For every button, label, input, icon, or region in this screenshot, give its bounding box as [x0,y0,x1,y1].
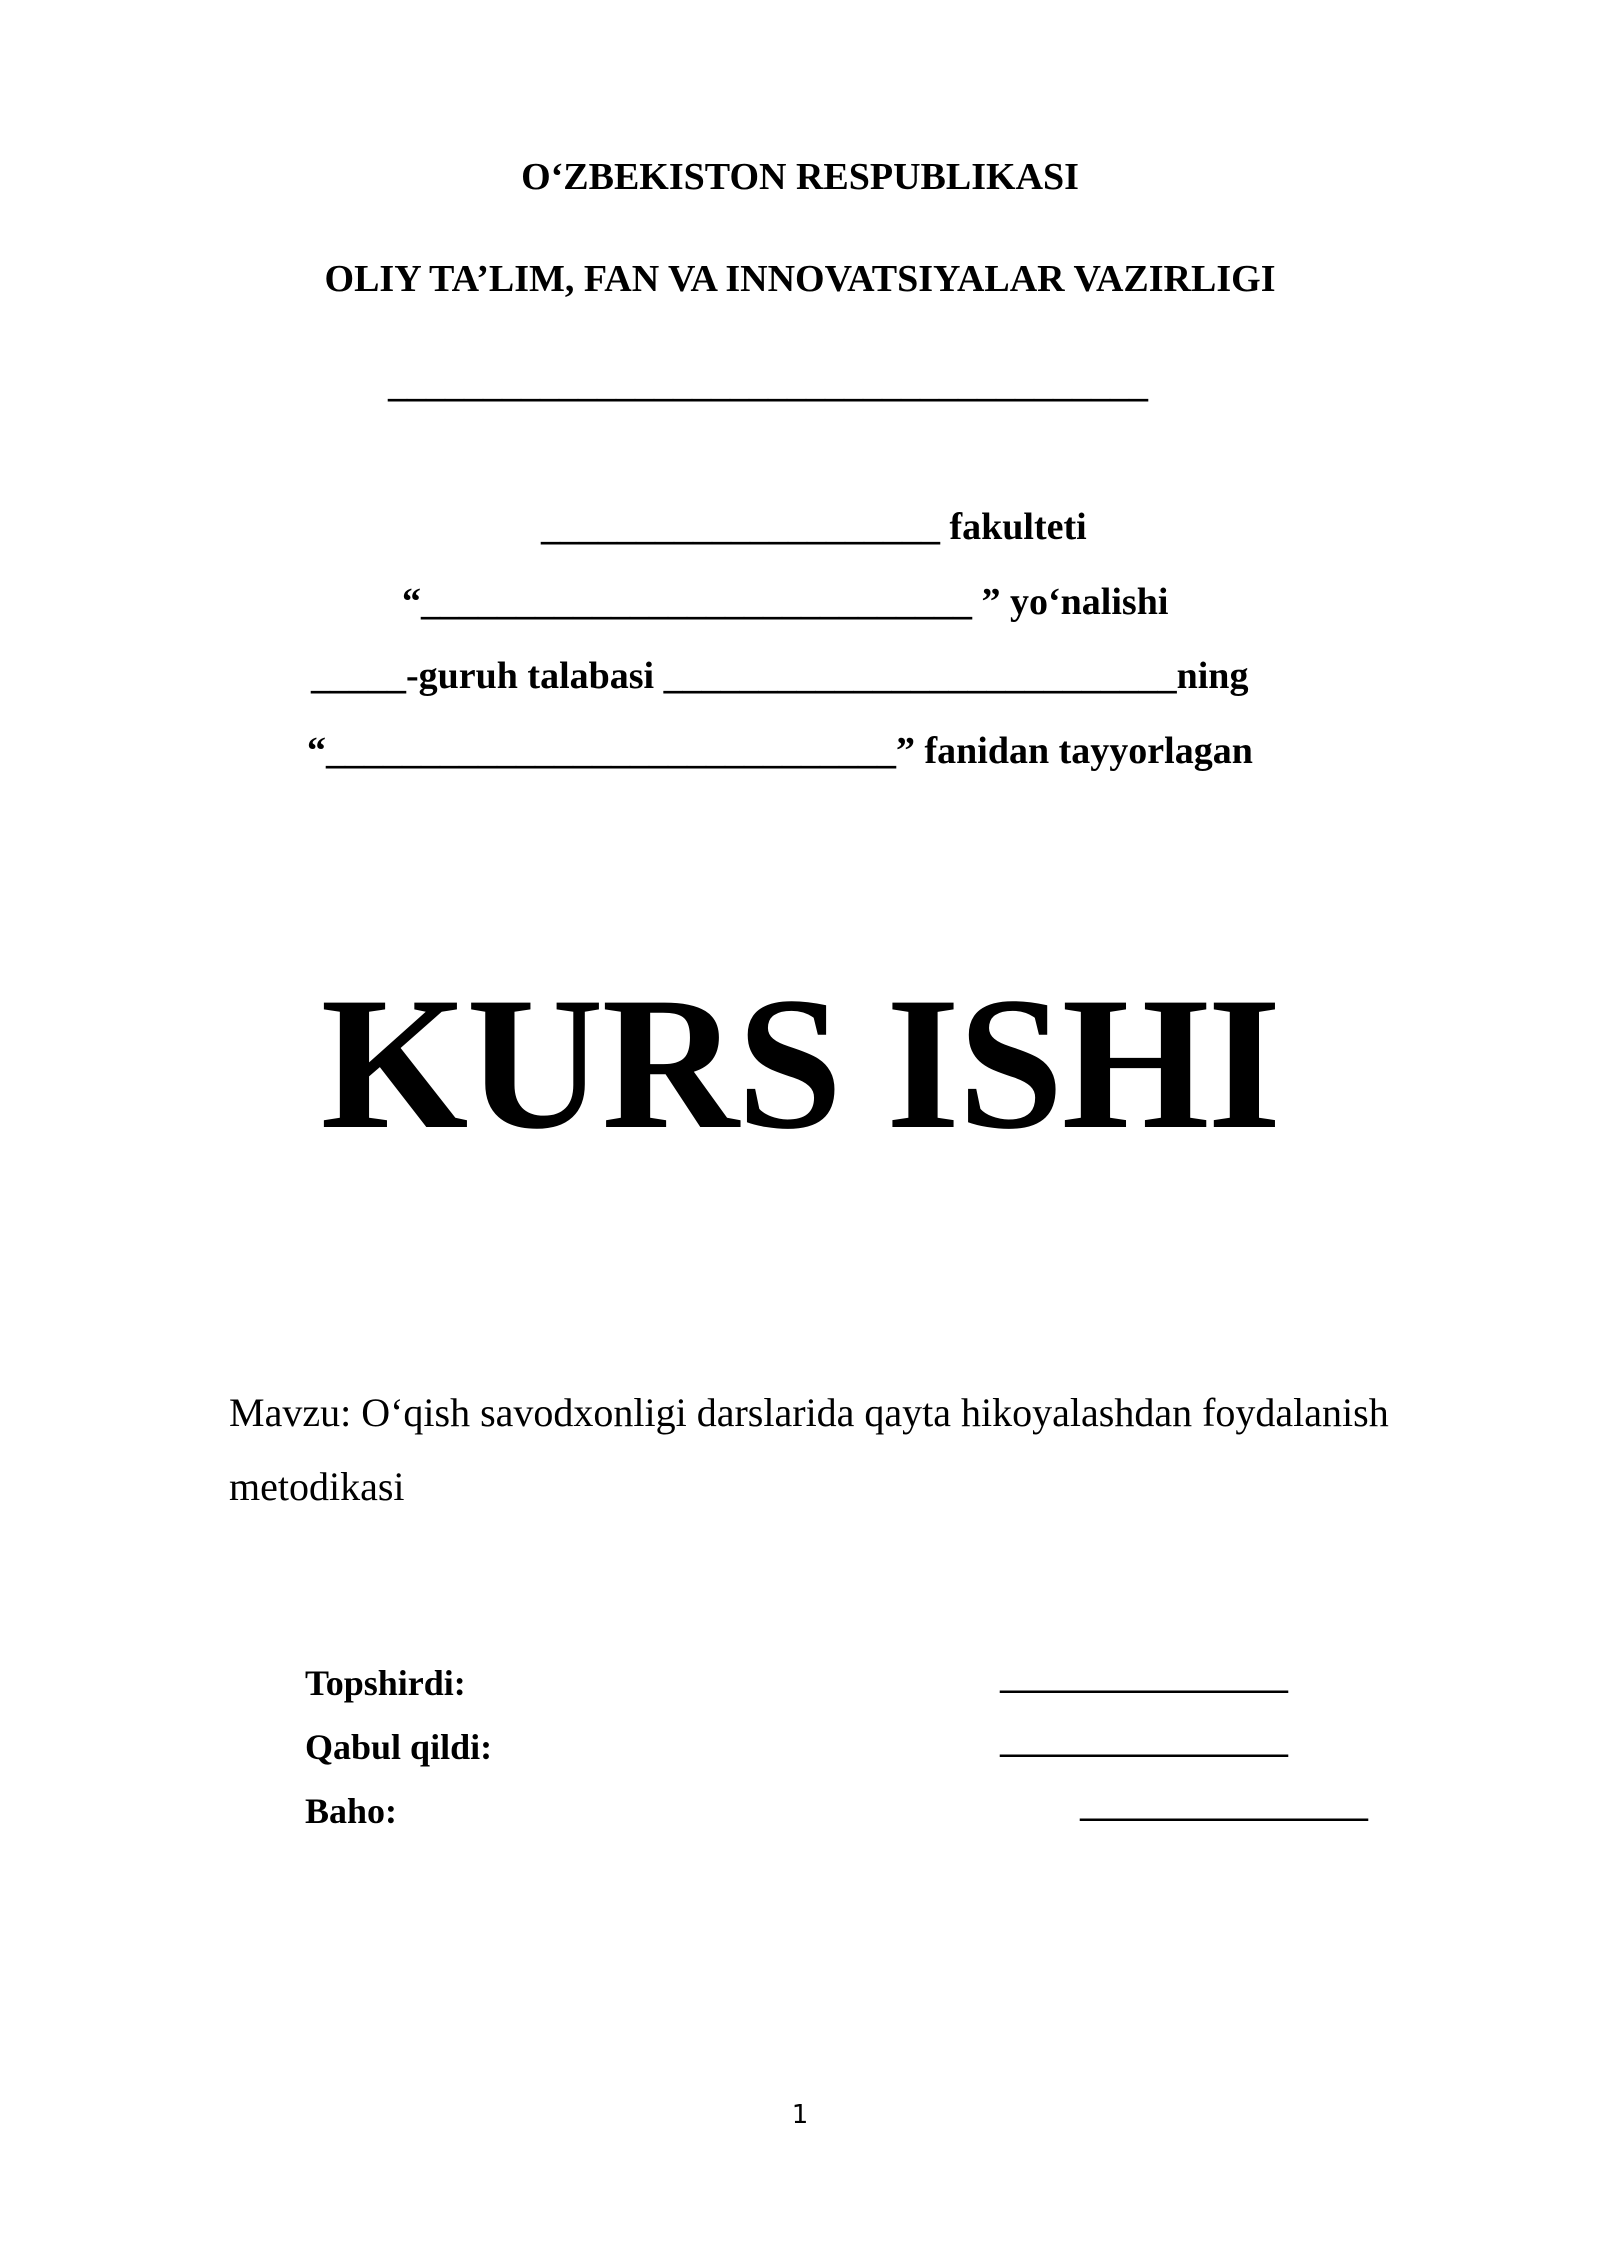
accepted-blank: ________________ [1000,1720,1288,1760]
direction-line: “_____________________________ ” yo‘nalishi [402,581,1169,623]
topic-text: Mavzu: O‘qish savodxonligi darslarida qayta hikoyalashdan foydalanish metodikasi [229,1390,1389,1509]
accepted-label: Qabul qildi: [305,1727,493,1767]
grade-label: Baho: [305,1791,398,1831]
group-student-line: _____-guruh talabasi ___________________________ning [311,655,1249,697]
grade-blank: ________________ [1080,1784,1368,1824]
submitted-blank: ________________ [1000,1656,1288,1696]
institution-blank: ________________________________________ [388,363,1148,405]
faculty-line: _____________________ fakulteti [541,506,1087,548]
submitted-label: Topshirdi: [305,1663,466,1703]
page-number: 1 [791,2100,809,2130]
ministry-heading: OLIY TA’LIM, FAN VA INNOVATSIYALAR VAZIRLIGI [324,258,1276,300]
country-heading: O‘ZBEKISTON RESPUBLIKASI [521,156,1079,198]
document-title: KURS ISHI [320,959,1280,1169]
subject-line: “______________________________” fanidan tayyorlagan [307,730,1253,772]
